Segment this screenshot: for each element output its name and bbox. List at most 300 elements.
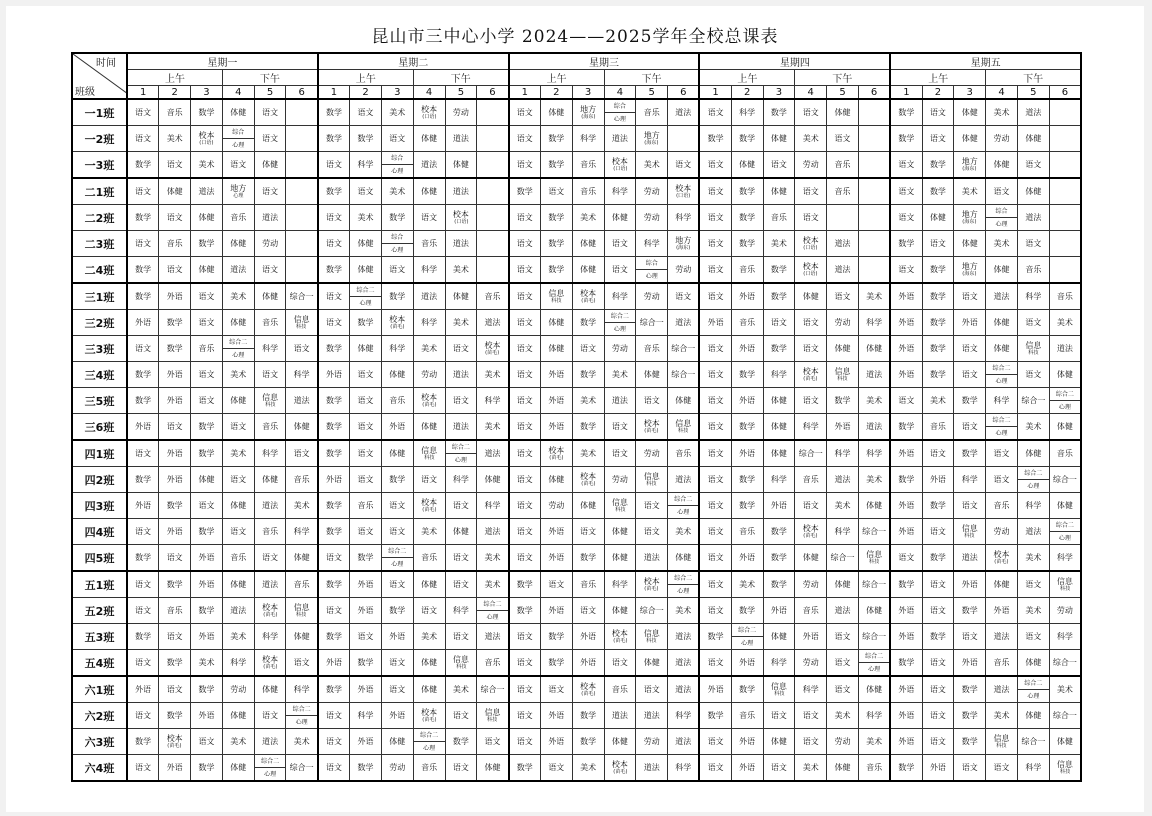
lesson-cell: 语文 bbox=[254, 99, 286, 126]
lesson-part: 心理 bbox=[645, 272, 658, 280]
lesson-cell: 体健 bbox=[159, 178, 191, 205]
lesson-cell: 数学 bbox=[540, 152, 572, 179]
lesson-cell: 道法 bbox=[254, 729, 286, 755]
lesson-sub: 科技 bbox=[296, 323, 307, 330]
lesson-part: 综合 bbox=[986, 205, 1017, 218]
lesson-cell: 数学 bbox=[731, 178, 763, 205]
lesson-part: 综合 bbox=[636, 257, 667, 270]
lesson-cell: 数学 bbox=[731, 126, 763, 152]
lesson-cell: 体健 bbox=[191, 467, 223, 493]
lesson-cell: 语文 bbox=[509, 336, 541, 362]
lesson-cell: 体健 bbox=[954, 231, 986, 257]
lesson-cell: 数学 bbox=[350, 650, 382, 677]
lesson-main: 地方 bbox=[580, 105, 597, 114]
lesson-cell: 语文 bbox=[699, 729, 731, 755]
table-row bbox=[72, 729, 1081, 755]
lesson-cell: 数学 bbox=[954, 440, 986, 467]
lesson-cell: 体健 bbox=[922, 205, 954, 231]
lesson-cell bbox=[636, 467, 668, 493]
lesson-cell: 语文 bbox=[795, 178, 827, 205]
lesson-part: 心理 bbox=[868, 665, 881, 673]
lesson-cell: 外语 bbox=[731, 388, 763, 414]
lesson-cell: 语文 bbox=[381, 257, 413, 284]
lesson-cell: 综合一 bbox=[1017, 729, 1049, 755]
lesson-cell: 美术 bbox=[858, 283, 890, 310]
lesson-cell: 语文 bbox=[350, 440, 382, 467]
lesson-sub: (苗毛) bbox=[644, 427, 659, 434]
lesson-cell: 语文 bbox=[954, 414, 986, 441]
lesson-cell: 科学 bbox=[763, 362, 795, 388]
lesson-cell: 体健 bbox=[1049, 362, 1081, 388]
lesson-cell: 语文 bbox=[509, 414, 541, 441]
period-number: 4 bbox=[795, 86, 827, 100]
lesson-cell: 语文 bbox=[413, 467, 445, 493]
lesson-cell: 语文 bbox=[254, 126, 286, 152]
lesson-cell: 体健 bbox=[540, 99, 572, 126]
lesson-main: 校本 bbox=[389, 315, 406, 324]
lesson-cell: 体健 bbox=[222, 310, 254, 336]
lesson-cell: 语文 bbox=[699, 152, 731, 179]
lesson-part: 综合二 bbox=[350, 284, 381, 297]
lesson-cell: 体健 bbox=[350, 231, 382, 257]
lesson-cell: 语文 bbox=[445, 703, 477, 729]
lesson-cell bbox=[858, 126, 890, 152]
table-row bbox=[72, 231, 1081, 257]
lesson-cell bbox=[668, 414, 700, 441]
lesson-cell: 道法 bbox=[954, 545, 986, 572]
lesson-cell: 美术 bbox=[668, 598, 700, 624]
lesson-cell: 数学 bbox=[731, 205, 763, 231]
lesson-cell: 体健 bbox=[572, 493, 604, 519]
period-number: 2 bbox=[731, 86, 763, 100]
lesson-cell bbox=[636, 126, 668, 152]
lesson-sub: 科技 bbox=[264, 401, 276, 408]
lesson-cell: 道法 bbox=[604, 703, 636, 729]
lesson-cell: 科学 bbox=[413, 257, 445, 284]
lesson-cell bbox=[1049, 388, 1081, 414]
lesson-cell: 音乐 bbox=[795, 467, 827, 493]
lesson-sub: (苗毛) bbox=[390, 323, 405, 330]
lesson-cell bbox=[477, 598, 509, 624]
lesson-cell: 科学 bbox=[445, 598, 477, 624]
lesson-cell bbox=[954, 205, 986, 231]
lesson-cell: 道法 bbox=[858, 362, 890, 388]
lesson-cell: 美术 bbox=[795, 126, 827, 152]
lesson-part: 综合二 bbox=[1050, 519, 1080, 532]
lesson-cell: 综合一 bbox=[1049, 467, 1081, 493]
lesson-cell bbox=[795, 519, 827, 545]
lesson-cell: 音乐 bbox=[159, 598, 191, 624]
lesson-cell bbox=[286, 99, 318, 126]
lesson-cell: 音乐 bbox=[413, 755, 445, 782]
lesson-cell: 综合一 bbox=[636, 310, 668, 336]
lesson-cell: 语文 bbox=[954, 755, 986, 782]
lesson-cell: 美术 bbox=[1017, 414, 1049, 441]
lesson-cell: 综合一 bbox=[827, 545, 859, 572]
lesson-cell: 数学 bbox=[318, 676, 350, 703]
lesson-cell: 语文 bbox=[222, 519, 254, 545]
lesson-cell bbox=[572, 99, 604, 126]
lesson-cell: 语文 bbox=[795, 205, 827, 231]
lesson-cell: 体健 bbox=[413, 676, 445, 703]
period-number: 1 bbox=[890, 86, 922, 100]
lesson-cell: 语文 bbox=[763, 152, 795, 179]
lesson-cell: 外语 bbox=[763, 493, 795, 519]
lesson-main: 校本 bbox=[580, 289, 597, 298]
lesson-main: 信息 bbox=[961, 524, 978, 533]
lesson-cell: 劳动 bbox=[827, 729, 859, 755]
lesson-cell: 语文 bbox=[795, 310, 827, 336]
lesson-cell: 语文 bbox=[509, 519, 541, 545]
lesson-cell: 数学 bbox=[381, 283, 413, 310]
lesson-cell: 美术 bbox=[795, 755, 827, 782]
lesson-cell: 数学 bbox=[127, 388, 159, 414]
timetable bbox=[71, 52, 1082, 782]
lesson-cell: 音乐 bbox=[986, 650, 1018, 677]
lesson-cell: 语文 bbox=[191, 729, 223, 755]
lesson-cell bbox=[604, 755, 636, 782]
lesson-cell: 美术 bbox=[286, 729, 318, 755]
lesson-sub: (苗毛) bbox=[612, 768, 627, 775]
lesson-cell: 科学 bbox=[1017, 755, 1049, 782]
lesson-cell: 综合一 bbox=[795, 440, 827, 467]
lesson-main: 校本 bbox=[643, 419, 660, 428]
lesson-cell: 语文 bbox=[668, 283, 700, 310]
lesson-part: 综合二 bbox=[1018, 677, 1049, 690]
lesson-cell: 道法 bbox=[191, 178, 223, 205]
lesson-cell: 数学 bbox=[191, 519, 223, 545]
lesson-cell: 语文 bbox=[795, 388, 827, 414]
lesson-cell: 数学 bbox=[191, 231, 223, 257]
lesson-cell: 语文 bbox=[445, 545, 477, 572]
lesson-cell: 语文 bbox=[540, 755, 572, 782]
lesson-cell: 外语 bbox=[127, 414, 159, 441]
lesson-cell: 体健 bbox=[795, 283, 827, 310]
lesson-cell: 数学 bbox=[350, 545, 382, 572]
lesson-cell: 外语 bbox=[572, 650, 604, 677]
table-row bbox=[72, 571, 1081, 598]
lesson-cell: 数学 bbox=[572, 310, 604, 336]
lesson-cell: 数学 bbox=[540, 650, 572, 677]
lesson-cell: 数学 bbox=[318, 388, 350, 414]
lesson-cell: 语文 bbox=[827, 283, 859, 310]
lesson-cell: 数学 bbox=[572, 414, 604, 441]
lesson-cell: 综合一 bbox=[636, 598, 668, 624]
lesson-cell: 语文 bbox=[127, 755, 159, 782]
lesson-cell: 数学 bbox=[381, 205, 413, 231]
lesson-cell: 体健 bbox=[540, 467, 572, 493]
lesson-cell: 科学 bbox=[954, 467, 986, 493]
lesson-cell: 外语 bbox=[159, 755, 191, 782]
lesson-cell: 科学 bbox=[381, 336, 413, 362]
lesson-cell: 语文 bbox=[699, 467, 731, 493]
lesson-sub: (苗毛) bbox=[485, 349, 500, 356]
lesson-cell bbox=[1049, 755, 1081, 782]
lesson-cell: 体健 bbox=[413, 571, 445, 598]
lesson-sub: (苗毛) bbox=[549, 454, 564, 461]
lesson-cell: 语文 bbox=[318, 231, 350, 257]
lesson-part: 综合二 bbox=[255, 755, 286, 768]
lesson-cell: 音乐 bbox=[572, 178, 604, 205]
lesson-cell: 道法 bbox=[254, 493, 286, 519]
lesson-cell: 音乐 bbox=[191, 336, 223, 362]
lesson-cell: 体健 bbox=[1049, 493, 1081, 519]
lesson-cell: 外语 bbox=[159, 467, 191, 493]
lesson-cell: 体健 bbox=[827, 336, 859, 362]
period-number: 5 bbox=[445, 86, 477, 100]
lesson-cell: 劳动 bbox=[795, 571, 827, 598]
lesson-cell bbox=[954, 152, 986, 179]
lesson-cell: 体健 bbox=[763, 624, 795, 650]
lesson-cell: 语文 bbox=[954, 493, 986, 519]
lesson-cell bbox=[795, 362, 827, 388]
lesson-cell: 语文 bbox=[254, 178, 286, 205]
lesson-cell: 语文 bbox=[699, 519, 731, 545]
lesson-cell: 语文 bbox=[191, 388, 223, 414]
class-name-cell: 三4班 bbox=[72, 362, 127, 388]
lesson-cell: 语文 bbox=[350, 414, 382, 441]
lesson-cell: 语文 bbox=[509, 310, 541, 336]
lesson-cell: 体健 bbox=[445, 152, 477, 179]
lesson-part: 心理 bbox=[1027, 692, 1040, 700]
lesson-cell: 语文 bbox=[922, 703, 954, 729]
lesson-cell: 科学 bbox=[604, 283, 636, 310]
lesson-cell: 语文 bbox=[509, 729, 541, 755]
lesson-cell: 数学 bbox=[159, 310, 191, 336]
lesson-cell: 体健 bbox=[858, 493, 890, 519]
lesson-cell: 道法 bbox=[858, 414, 890, 441]
lesson-cell bbox=[159, 729, 191, 755]
lesson-cell: 数学 bbox=[954, 388, 986, 414]
lesson-cell: 数学 bbox=[318, 336, 350, 362]
lesson-cell: 数学 bbox=[954, 729, 986, 755]
lesson-cell bbox=[381, 231, 413, 257]
lesson-cell: 外语 bbox=[954, 571, 986, 598]
lesson-cell: 数学 bbox=[127, 257, 159, 284]
lesson-main: 信息 bbox=[866, 550, 883, 559]
lesson-cell: 科学 bbox=[350, 703, 382, 729]
lesson-main: 信息 bbox=[484, 708, 501, 717]
lesson-cell: 语文 bbox=[159, 624, 191, 650]
lesson-cell: 科学 bbox=[827, 519, 859, 545]
lesson-cell: 劳动 bbox=[636, 283, 668, 310]
lesson-cell: 美术 bbox=[858, 729, 890, 755]
lesson-cell: 数学 bbox=[159, 493, 191, 519]
lesson-cell: 体健 bbox=[636, 650, 668, 677]
lesson-part: 心理 bbox=[391, 560, 404, 568]
lesson-cell: 体健 bbox=[604, 598, 636, 624]
lesson-cell: 数学 bbox=[763, 257, 795, 284]
lesson-cell: 语文 bbox=[1017, 152, 1049, 179]
lesson-cell: 外语 bbox=[922, 755, 954, 782]
lesson-cell: 美术 bbox=[1017, 598, 1049, 624]
lesson-cell bbox=[445, 440, 477, 467]
lesson-part: 综合二 bbox=[286, 703, 316, 716]
lesson-cell: 数学 bbox=[763, 519, 795, 545]
lesson-cell: 音乐 bbox=[286, 571, 318, 598]
lesson-cell: 劳动 bbox=[986, 126, 1018, 152]
period-number: 6 bbox=[668, 86, 700, 100]
lesson-cell: 语文 bbox=[1017, 310, 1049, 336]
lesson-cell: 科学 bbox=[858, 440, 890, 467]
lesson-cell: 语文 bbox=[540, 178, 572, 205]
lesson-cell: 美术 bbox=[222, 283, 254, 310]
lesson-cell: 科学 bbox=[795, 414, 827, 441]
lesson-cell: 外语 bbox=[890, 519, 922, 545]
lesson-cell: 体健 bbox=[1049, 729, 1081, 755]
lesson-sub: (口语) bbox=[803, 244, 818, 251]
lesson-main: 校本 bbox=[675, 184, 692, 193]
lesson-cell: 道法 bbox=[1049, 336, 1081, 362]
lesson-cell bbox=[1017, 336, 1049, 362]
lesson-cell: 劳动 bbox=[1049, 598, 1081, 624]
lesson-cell: 数学 bbox=[890, 126, 922, 152]
lesson-cell: 语文 bbox=[222, 152, 254, 179]
lesson-cell: 语文 bbox=[127, 519, 159, 545]
lesson-cell: 外语 bbox=[350, 676, 382, 703]
class-name-cell: 一2班 bbox=[72, 126, 127, 152]
time-label: 时间 bbox=[96, 58, 116, 69]
lesson-main: 地方 bbox=[643, 131, 660, 140]
lesson-cell bbox=[858, 257, 890, 284]
lesson-cell: 劳动 bbox=[604, 467, 636, 493]
lesson-cell: 语文 bbox=[350, 624, 382, 650]
class-name-cell: 二1班 bbox=[72, 178, 127, 205]
lesson-main: 校本 bbox=[611, 157, 628, 166]
lesson-cell bbox=[477, 126, 509, 152]
lesson-cell: 外语 bbox=[540, 703, 572, 729]
lesson-cell: 语文 bbox=[795, 729, 827, 755]
lesson-cell: 语文 bbox=[509, 545, 541, 572]
lesson-part: 综合 bbox=[605, 100, 636, 113]
lesson-cell: 外语 bbox=[731, 283, 763, 310]
lesson-cell: 外语 bbox=[127, 676, 159, 703]
lesson-cell bbox=[636, 571, 668, 598]
lesson-cell: 科学 bbox=[477, 388, 509, 414]
lesson-cell: 道法 bbox=[477, 310, 509, 336]
lesson-cell: 体健 bbox=[795, 545, 827, 572]
lesson-cell: 数学 bbox=[509, 755, 541, 782]
lesson-part: 心理 bbox=[677, 508, 690, 516]
lesson-cell bbox=[636, 414, 668, 441]
lesson-cell bbox=[668, 126, 700, 152]
lesson-cell: 体健 bbox=[1017, 703, 1049, 729]
lesson-cell: 语文 bbox=[986, 178, 1018, 205]
table-row bbox=[72, 545, 1081, 572]
lesson-cell bbox=[254, 755, 286, 782]
lesson-sub: (苗毛) bbox=[422, 506, 437, 513]
lesson-cell: 语文 bbox=[127, 178, 159, 205]
lesson-cell: 劳动 bbox=[381, 755, 413, 782]
lesson-cell: 劳动 bbox=[795, 650, 827, 677]
period-number: 3 bbox=[381, 86, 413, 100]
lesson-cell: 体健 bbox=[827, 755, 859, 782]
lesson-part: 心理 bbox=[995, 429, 1008, 437]
lesson-cell: 语文 bbox=[381, 493, 413, 519]
lesson-cell: 音乐 bbox=[668, 440, 700, 467]
lesson-cell: 数学 bbox=[954, 676, 986, 703]
lesson-cell: 体健 bbox=[858, 676, 890, 703]
pm-header: 下午 bbox=[413, 70, 508, 86]
lesson-sub: (苗毛) bbox=[262, 611, 278, 618]
lesson-cell: 体健 bbox=[858, 336, 890, 362]
lesson-cell: 数学 bbox=[890, 231, 922, 257]
lesson-cell: 数学 bbox=[318, 440, 350, 467]
lesson-cell: 数学 bbox=[540, 205, 572, 231]
lesson-cell bbox=[286, 703, 318, 729]
lesson-sub: (苗毛) bbox=[644, 585, 659, 592]
pm-header: 下午 bbox=[604, 70, 699, 86]
lesson-cell: 外语 bbox=[350, 571, 382, 598]
table-row bbox=[72, 519, 1081, 545]
lesson-cell bbox=[954, 257, 986, 284]
lesson-cell: 音乐 bbox=[159, 99, 191, 126]
lesson-cell: 道法 bbox=[445, 126, 477, 152]
lesson-cell: 音乐 bbox=[827, 178, 859, 205]
class-name-cell: 四3班 bbox=[72, 493, 127, 519]
lesson-cell: 科学 bbox=[858, 703, 890, 729]
lesson-cell: 道法 bbox=[445, 178, 477, 205]
lesson-cell bbox=[1049, 205, 1081, 231]
lesson-cell: 科学 bbox=[1049, 624, 1081, 650]
lesson-cell: 体健 bbox=[1017, 440, 1049, 467]
lesson-cell: 语文 bbox=[127, 126, 159, 152]
lesson-cell: 劳动 bbox=[222, 676, 254, 703]
lesson-cell: 劳动 bbox=[636, 729, 668, 755]
lesson-cell: 美术 bbox=[477, 571, 509, 598]
lesson-cell: 体健 bbox=[636, 362, 668, 388]
lesson-cell: 数学 bbox=[191, 598, 223, 624]
lesson-cell bbox=[477, 703, 509, 729]
lesson-cell: 数学 bbox=[763, 99, 795, 126]
lesson-cell: 道法 bbox=[636, 755, 668, 782]
lesson-cell: 劳动 bbox=[413, 362, 445, 388]
lesson-part: 心理 bbox=[423, 744, 436, 752]
lesson-cell bbox=[254, 598, 286, 624]
lesson-cell bbox=[954, 519, 986, 545]
lesson-cell: 体健 bbox=[191, 205, 223, 231]
lesson-cell: 外语 bbox=[954, 310, 986, 336]
lesson-part: 心理 bbox=[232, 141, 245, 149]
lesson-part: 综合 bbox=[223, 126, 254, 139]
lesson-cell: 语文 bbox=[827, 650, 859, 677]
lesson-cell bbox=[286, 598, 318, 624]
lesson-main: 校本 bbox=[262, 655, 279, 664]
lesson-cell bbox=[286, 231, 318, 257]
lesson-cell bbox=[604, 152, 636, 179]
lesson-cell: 体健 bbox=[286, 414, 318, 441]
lesson-cell: 音乐 bbox=[1049, 283, 1081, 310]
lesson-cell: 数学 bbox=[350, 755, 382, 782]
lesson-cell: 语文 bbox=[699, 414, 731, 441]
lesson-cell: 科学 bbox=[286, 519, 318, 545]
lesson-cell bbox=[286, 126, 318, 152]
lesson-cell: 美术 bbox=[477, 362, 509, 388]
lesson-main: 校本 bbox=[198, 131, 215, 140]
lesson-cell: 音乐 bbox=[763, 205, 795, 231]
period-number: 5 bbox=[1017, 86, 1049, 100]
lesson-cell: 语文 bbox=[763, 755, 795, 782]
lesson-sub: 心理 bbox=[233, 192, 244, 199]
period-number: 4 bbox=[986, 86, 1018, 100]
lesson-cell bbox=[986, 205, 1018, 231]
lesson-cell: 科学 bbox=[827, 440, 859, 467]
lesson-cell: 道法 bbox=[827, 598, 859, 624]
lesson-cell: 体健 bbox=[1049, 414, 1081, 441]
document-page bbox=[6, 6, 1144, 812]
lesson-cell: 语文 bbox=[445, 571, 477, 598]
lesson-cell: 美术 bbox=[986, 99, 1018, 126]
